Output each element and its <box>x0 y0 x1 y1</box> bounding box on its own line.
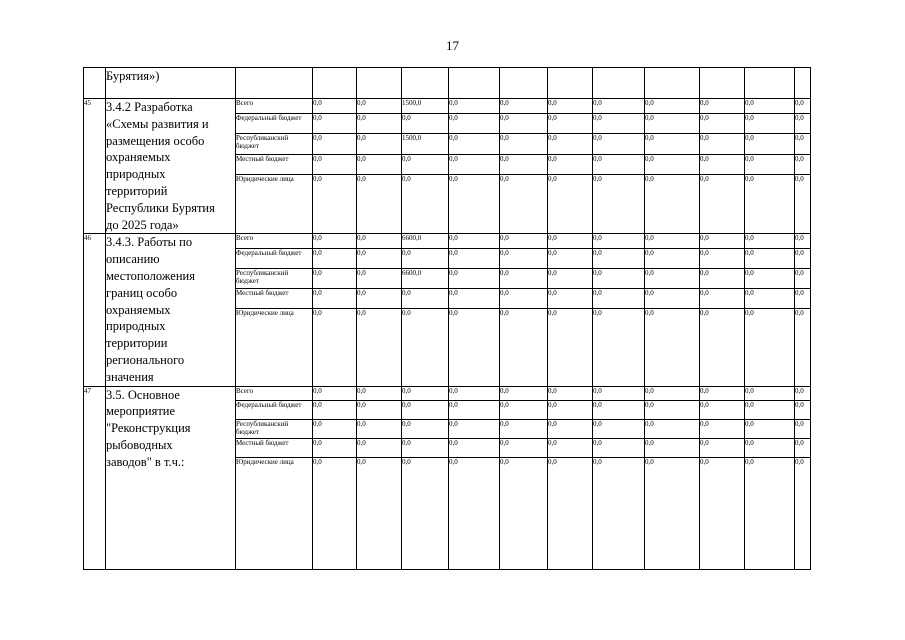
value-cell: 0,0 <box>500 289 548 309</box>
value-cell: 0,0 <box>500 400 548 419</box>
value-cell <box>700 68 745 99</box>
value-cell: 0,0 <box>645 269 700 289</box>
value-cell: 0,0 <box>449 438 500 457</box>
funding-source-cell: Всего <box>236 386 313 400</box>
value-cell: 0,0 <box>795 134 811 154</box>
value-cell: 0,0 <box>795 386 811 400</box>
value-cell: 0,0 <box>449 234 500 249</box>
value-cell: 0,0 <box>449 269 500 289</box>
event-name: 3.5. Основное мероприятие "Реконструкция рыбоводных заводов" в т.ч.: <box>106 387 191 469</box>
value-cell: 0,0 <box>745 289 795 309</box>
value-cell: 0,0 <box>548 269 593 289</box>
value-cell: 0,0 <box>700 438 745 457</box>
value-cell: 0,0 <box>745 309 795 386</box>
value-cell: 0,0 <box>593 400 645 419</box>
value-cell <box>745 68 795 99</box>
value-cell: 0,0 <box>700 309 745 386</box>
value-cell: 0,0 <box>402 249 449 269</box>
value-cell: 0,0 <box>500 457 548 569</box>
value-cell: 0,0 <box>402 114 449 134</box>
value-cell: 0,0 <box>795 289 811 309</box>
table-row <box>84 386 811 400</box>
value-cell: 6600,0 <box>402 234 449 249</box>
value-cell: 0,0 <box>313 457 357 569</box>
value-cell: 0,0 <box>357 175 402 234</box>
value-cell: 0,0 <box>500 114 548 134</box>
budget-table-body <box>84 68 811 570</box>
value-cell: 0,0 <box>449 457 500 569</box>
value-cell: 0,0 <box>313 438 357 457</box>
value-cell: 0,0 <box>645 419 700 438</box>
value-cell: 0,0 <box>593 269 645 289</box>
value-cell: 0,0 <box>548 114 593 134</box>
value-cell <box>313 68 357 99</box>
value-cell: 0,0 <box>449 249 500 269</box>
value-cell: 0,0 <box>357 400 402 419</box>
event-name-cell <box>106 68 236 99</box>
row-number-cell <box>84 68 106 99</box>
value-cell: 0,0 <box>593 99 645 114</box>
value-cell: 0,0 <box>745 400 795 419</box>
value-cell: 0,0 <box>700 419 745 438</box>
value-cell: 0,0 <box>795 309 811 386</box>
value-cell: 0,0 <box>645 438 700 457</box>
value-cell: 0,0 <box>593 438 645 457</box>
value-cell: 0,0 <box>449 386 500 400</box>
value-cell: 0,0 <box>593 154 645 174</box>
value-cell <box>449 68 500 99</box>
value-cell: 0,0 <box>645 134 700 154</box>
value-cell: 0,0 <box>449 175 500 234</box>
value-cell <box>593 68 645 99</box>
value-cell: 0,0 <box>745 419 795 438</box>
funding-source-cell: Республиканский бюджет <box>236 269 313 289</box>
budget-table <box>83 67 811 570</box>
funding-source-cell: Федеральный бюджет <box>236 249 313 269</box>
value-cell: 0,0 <box>593 386 645 400</box>
value-cell: 0,0 <box>593 309 645 386</box>
value-cell: 0,0 <box>548 438 593 457</box>
value-cell: 0,0 <box>548 386 593 400</box>
continuation-row <box>84 68 811 99</box>
value-cell: 0,0 <box>500 419 548 438</box>
value-cell: 0,0 <box>402 400 449 419</box>
value-cell: 0,0 <box>500 249 548 269</box>
value-cell: 6600,0 <box>402 269 449 289</box>
value-cell: 0,0 <box>500 386 548 400</box>
value-cell: 0,0 <box>745 249 795 269</box>
funding-source-cell: Юридические лица <box>236 175 313 234</box>
row-number-cell: 47 <box>84 386 106 569</box>
value-cell: 0,0 <box>645 309 700 386</box>
event-name-cell <box>106 99 236 234</box>
value-cell <box>402 68 449 99</box>
value-cell: 0,0 <box>357 249 402 269</box>
value-cell: 0,0 <box>548 234 593 249</box>
row-number-cell: 45 <box>84 99 106 234</box>
value-cell: 0,0 <box>548 134 593 154</box>
value-cell: 0,0 <box>700 114 745 134</box>
value-cell: 0,0 <box>593 419 645 438</box>
value-cell: 0,0 <box>645 99 700 114</box>
value-cell: 0,0 <box>548 249 593 269</box>
value-cell: 0,0 <box>313 249 357 269</box>
event-name-cell <box>106 234 236 386</box>
value-cell: 0,0 <box>700 269 745 289</box>
value-cell: 0,0 <box>700 400 745 419</box>
value-cell: 0,0 <box>402 438 449 457</box>
value-cell: 0,0 <box>402 419 449 438</box>
value-cell: 0,0 <box>548 175 593 234</box>
value-cell: 0,0 <box>357 309 402 386</box>
value-cell: 0,0 <box>548 289 593 309</box>
funding-source-cell: Всего <box>236 234 313 249</box>
value-cell: 0,0 <box>700 289 745 309</box>
value-cell: 0,0 <box>449 114 500 134</box>
value-cell: 0,0 <box>745 134 795 154</box>
value-cell: 0,0 <box>402 154 449 174</box>
value-cell: 0,0 <box>593 289 645 309</box>
value-cell: 0,0 <box>700 386 745 400</box>
value-cell: 0,0 <box>500 309 548 386</box>
value-cell: 0,0 <box>745 438 795 457</box>
value-cell: 0,0 <box>795 457 811 569</box>
table-row <box>84 234 811 249</box>
value-cell: 0,0 <box>645 249 700 269</box>
value-cell: 0,0 <box>795 419 811 438</box>
value-cell: 0,0 <box>645 234 700 249</box>
value-cell: 0,0 <box>313 269 357 289</box>
value-cell <box>645 68 700 99</box>
funding-source-cell: Местный бюджет <box>236 289 313 309</box>
value-cell: 0,0 <box>700 175 745 234</box>
value-cell: 0,0 <box>745 114 795 134</box>
event-name-cell <box>106 386 236 569</box>
value-cell: 0,0 <box>449 309 500 386</box>
value-cell: 0,0 <box>449 419 500 438</box>
value-cell: 0,0 <box>500 269 548 289</box>
event-name: Бурятия») <box>106 69 160 83</box>
value-cell: 0,0 <box>500 175 548 234</box>
value-cell: 0,0 <box>357 154 402 174</box>
value-cell: 0,0 <box>745 154 795 174</box>
value-cell: 0,0 <box>357 386 402 400</box>
value-cell: 0,0 <box>313 154 357 174</box>
value-cell: 0,0 <box>700 99 745 114</box>
value-cell: 0,0 <box>402 309 449 386</box>
value-cell: 0,0 <box>313 99 357 114</box>
value-cell: 0,0 <box>795 175 811 234</box>
value-cell: 0,0 <box>313 114 357 134</box>
value-cell: 0,0 <box>500 438 548 457</box>
value-cell: 0,0 <box>357 114 402 134</box>
value-cell: 0,0 <box>593 175 645 234</box>
value-cell: 0,0 <box>795 269 811 289</box>
value-cell: 0,0 <box>313 134 357 154</box>
value-cell: 0,0 <box>700 249 745 269</box>
value-cell <box>357 68 402 99</box>
value-cell: 0,0 <box>357 99 402 114</box>
value-cell: 0,0 <box>357 419 402 438</box>
funding-source-cell: Республиканский бюджет <box>236 134 313 154</box>
value-cell: 0,0 <box>700 234 745 249</box>
value-cell: 0,0 <box>500 154 548 174</box>
value-cell: 0,0 <box>500 234 548 249</box>
value-cell: 1500,0 <box>402 134 449 154</box>
value-cell: 0,0 <box>795 99 811 114</box>
value-cell: 0,0 <box>313 386 357 400</box>
value-cell: 0,0 <box>402 175 449 234</box>
funding-source-cell: Юридические лица <box>236 457 313 569</box>
value-cell: 0,0 <box>357 234 402 249</box>
value-cell <box>548 68 593 99</box>
value-cell: 0,0 <box>645 114 700 134</box>
table-row <box>84 99 811 114</box>
value-cell: 0,0 <box>745 175 795 234</box>
value-cell: 0,0 <box>700 154 745 174</box>
value-cell: 0,0 <box>500 134 548 154</box>
value-cell: 0,0 <box>500 99 548 114</box>
funding-source-cell: Республиканский бюджет <box>236 419 313 438</box>
funding-source-cell: Местный бюджет <box>236 438 313 457</box>
funding-source-cell: Местный бюджет <box>236 154 313 174</box>
value-cell: 0,0 <box>645 175 700 234</box>
value-cell: 0,0 <box>449 134 500 154</box>
value-cell: 0,0 <box>700 134 745 154</box>
value-cell: 0,0 <box>449 99 500 114</box>
value-cell: 0,0 <box>745 99 795 114</box>
value-cell: 0,0 <box>357 457 402 569</box>
value-cell: 0,0 <box>313 419 357 438</box>
value-cell: 0,0 <box>795 249 811 269</box>
value-cell: 0,0 <box>402 457 449 569</box>
value-cell: 0,0 <box>795 114 811 134</box>
value-cell: 0,0 <box>645 386 700 400</box>
event-name: 3.4.2 Разработка «Схемы развития и размещения особо охраняемых природных территорий Республики Бурятия до 2025 года» <box>106 100 215 232</box>
value-cell: 0,0 <box>548 419 593 438</box>
funding-source-cell: Юридические лица <box>236 309 313 386</box>
value-cell: 0,0 <box>795 234 811 249</box>
page-number: 17 <box>446 38 459 53</box>
value-cell: 0,0 <box>313 289 357 309</box>
value-cell: 0,0 <box>313 175 357 234</box>
value-cell: 0,0 <box>402 386 449 400</box>
funding-source-cell: Федеральный бюджет <box>236 114 313 134</box>
value-cell: 0,0 <box>449 154 500 174</box>
value-cell <box>795 68 811 99</box>
value-cell: 0,0 <box>357 269 402 289</box>
value-cell: 0,0 <box>313 309 357 386</box>
value-cell: 0,0 <box>795 400 811 419</box>
value-cell: 0,0 <box>745 234 795 249</box>
value-cell: 0,0 <box>593 134 645 154</box>
event-name: 3.4.3. Работы по описанию местоположения границ особо охраняемых природных территории регионального значения <box>106 235 195 384</box>
value-cell: 0,0 <box>357 289 402 309</box>
value-cell: 0,0 <box>548 309 593 386</box>
value-cell: 0,0 <box>357 438 402 457</box>
value-cell: 0,0 <box>593 249 645 269</box>
value-cell: 0,0 <box>593 234 645 249</box>
value-cell: 0,0 <box>449 400 500 419</box>
value-cell: 0,0 <box>700 457 745 569</box>
value-cell: 0,0 <box>402 289 449 309</box>
value-cell: 0,0 <box>645 457 700 569</box>
funding-source-cell: Федеральный бюджет <box>236 400 313 419</box>
funding-source-cell <box>236 68 313 99</box>
funding-source-cell: Всего <box>236 99 313 114</box>
value-cell: 0,0 <box>593 114 645 134</box>
value-cell: 0,0 <box>548 457 593 569</box>
value-cell: 1500,0 <box>402 99 449 114</box>
value-cell <box>500 68 548 99</box>
value-cell: 0,0 <box>313 234 357 249</box>
value-cell: 0,0 <box>795 438 811 457</box>
value-cell: 0,0 <box>795 154 811 174</box>
value-cell: 0,0 <box>548 99 593 114</box>
value-cell: 0,0 <box>357 134 402 154</box>
value-cell: 0,0 <box>645 154 700 174</box>
value-cell: 0,0 <box>548 154 593 174</box>
value-cell: 0,0 <box>745 386 795 400</box>
value-cell: 0,0 <box>593 457 645 569</box>
value-cell: 0,0 <box>645 289 700 309</box>
value-cell: 0,0 <box>645 400 700 419</box>
row-number-cell: 46 <box>84 234 106 386</box>
value-cell: 0,0 <box>548 400 593 419</box>
value-cell: 0,0 <box>313 400 357 419</box>
value-cell: 0,0 <box>745 457 795 569</box>
value-cell: 0,0 <box>449 289 500 309</box>
value-cell: 0,0 <box>745 269 795 289</box>
